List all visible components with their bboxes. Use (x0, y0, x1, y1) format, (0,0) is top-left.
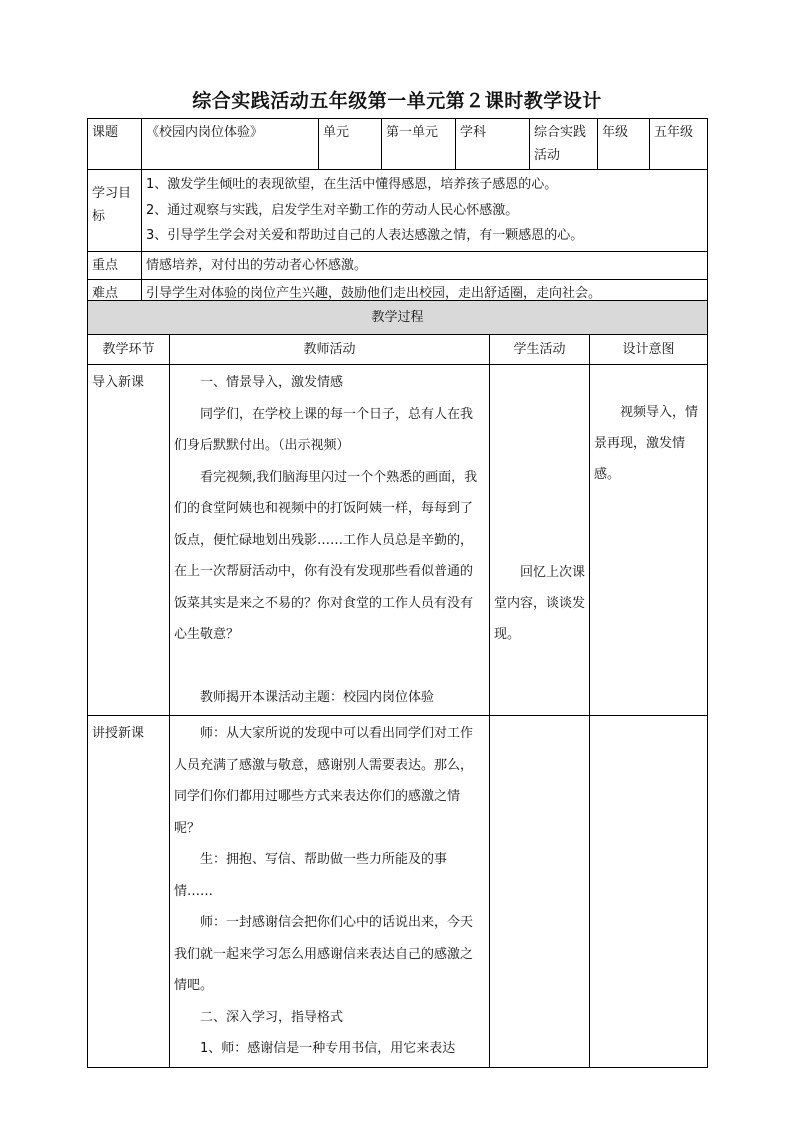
difficult-value: 引导学生对体验的岗位产生兴趣，鼓励他们走出校园，走出舒适圈，走向社会。 (142, 279, 708, 307)
column-header: 设计意图 (590, 335, 708, 365)
stage-cell: 导入新课 (88, 365, 170, 716)
unit-label: 单元 (319, 119, 382, 170)
key-label: 重点 (88, 251, 142, 279)
grade-value: 五年级 (650, 119, 708, 170)
teacher-activity-cell (170, 365, 490, 716)
student-activity-cell: 回忆上次课堂内容，谈谈发现。 (490, 365, 590, 716)
objective-item: 2、通过观察与实践，启发学生对辛勤工作的劳动人民心怀感激。 (146, 202, 519, 218)
key-value: 情感培养，对付出的劳动者心怀感激。 (142, 251, 708, 279)
objective-item: 1、激发学生倾吐的表现欲望，在生活中懂得感恩，培养孩子感恩的心。 (146, 177, 558, 192)
teacher-paragraph: 师：从大家所说的发现中可以看出同学们对工作人员充满了感激与敬意，感谢别人需要表达。那么，同学们你们都用过哪些方式来表达你们的感激之情呢？ (174, 726, 474, 836)
teacher-paragraph: 1、师：感谢信是一种专用书信，用它来表达 (200, 1041, 456, 1056)
teacher-paragraph: 教师揭开本课活动主题：校园内岗位体验 (200, 689, 435, 705)
unit-value: 第一单元 (382, 119, 456, 170)
teacher-paragraph: 师：一封感谢信会把你们心中的话说出来，今天我们就一起来学习怎么用感谢信来表达自己的感激之情吧。 (174, 915, 474, 993)
section-heading: 二、深入学习，指导格式 (200, 1009, 344, 1025)
grade-label: 年级 (598, 119, 650, 170)
objectives-label: 学习目标 (88, 170, 142, 252)
column-header: 学生活动 (490, 335, 590, 365)
student-activity-cell (490, 716, 590, 1068)
difficult-label: 难点 (88, 279, 142, 307)
section-heading: 一、情景导入，激发情感 (200, 375, 344, 390)
teacher-paragraph: 同学们，在学校上课的每一个日子，总有人在我们身后默默付出。（出示视频） (174, 406, 474, 453)
process-heading: 教学过程 (88, 301, 708, 335)
column-header: 教师活动 (170, 335, 490, 365)
topic-label: 课题 (88, 119, 142, 170)
topic-value: 《校园内岗位体验》 (142, 119, 319, 170)
objective-item: 3、引导学生学会对关爱和帮助过自己的人表达感激之情，有一颗感恩的心。 (146, 228, 584, 243)
process-table (87, 300, 708, 1068)
document-title: 综合实践活动五年级第一单元第２课时教学设计 (192, 90, 602, 112)
objectives-list (142, 170, 708, 252)
subject-value: 综合实践活动 (530, 119, 598, 170)
stage-cell: 讲授新课 (88, 716, 170, 1068)
design-intent-cell: 视频导入，情景再现，激发情感。 (590, 365, 708, 716)
info-table (87, 118, 708, 308)
design-intent-cell (590, 716, 708, 1068)
teacher-paragraph: 生：拥抱、写信、帮助做一些力所能及的事情…… (174, 852, 448, 899)
subject-label: 学科 (456, 119, 530, 170)
teacher-activity-cell (170, 716, 490, 1068)
teacher-paragraph: 看完视频,我们脑海里闪过一个个熟悉的画面，我们的食堂阿姨也和视频中的打饭阿姨一样，每每到了饭点，便忙碌地划出残影……工作人员总是辛勤的，在上一次帮厨活动中，你有没有发现那些看似普通的饭菜其实是来之不易的？你对食堂的工作人员有没有心生敬意？ (174, 469, 478, 642)
column-header: 教学环节 (88, 335, 170, 365)
